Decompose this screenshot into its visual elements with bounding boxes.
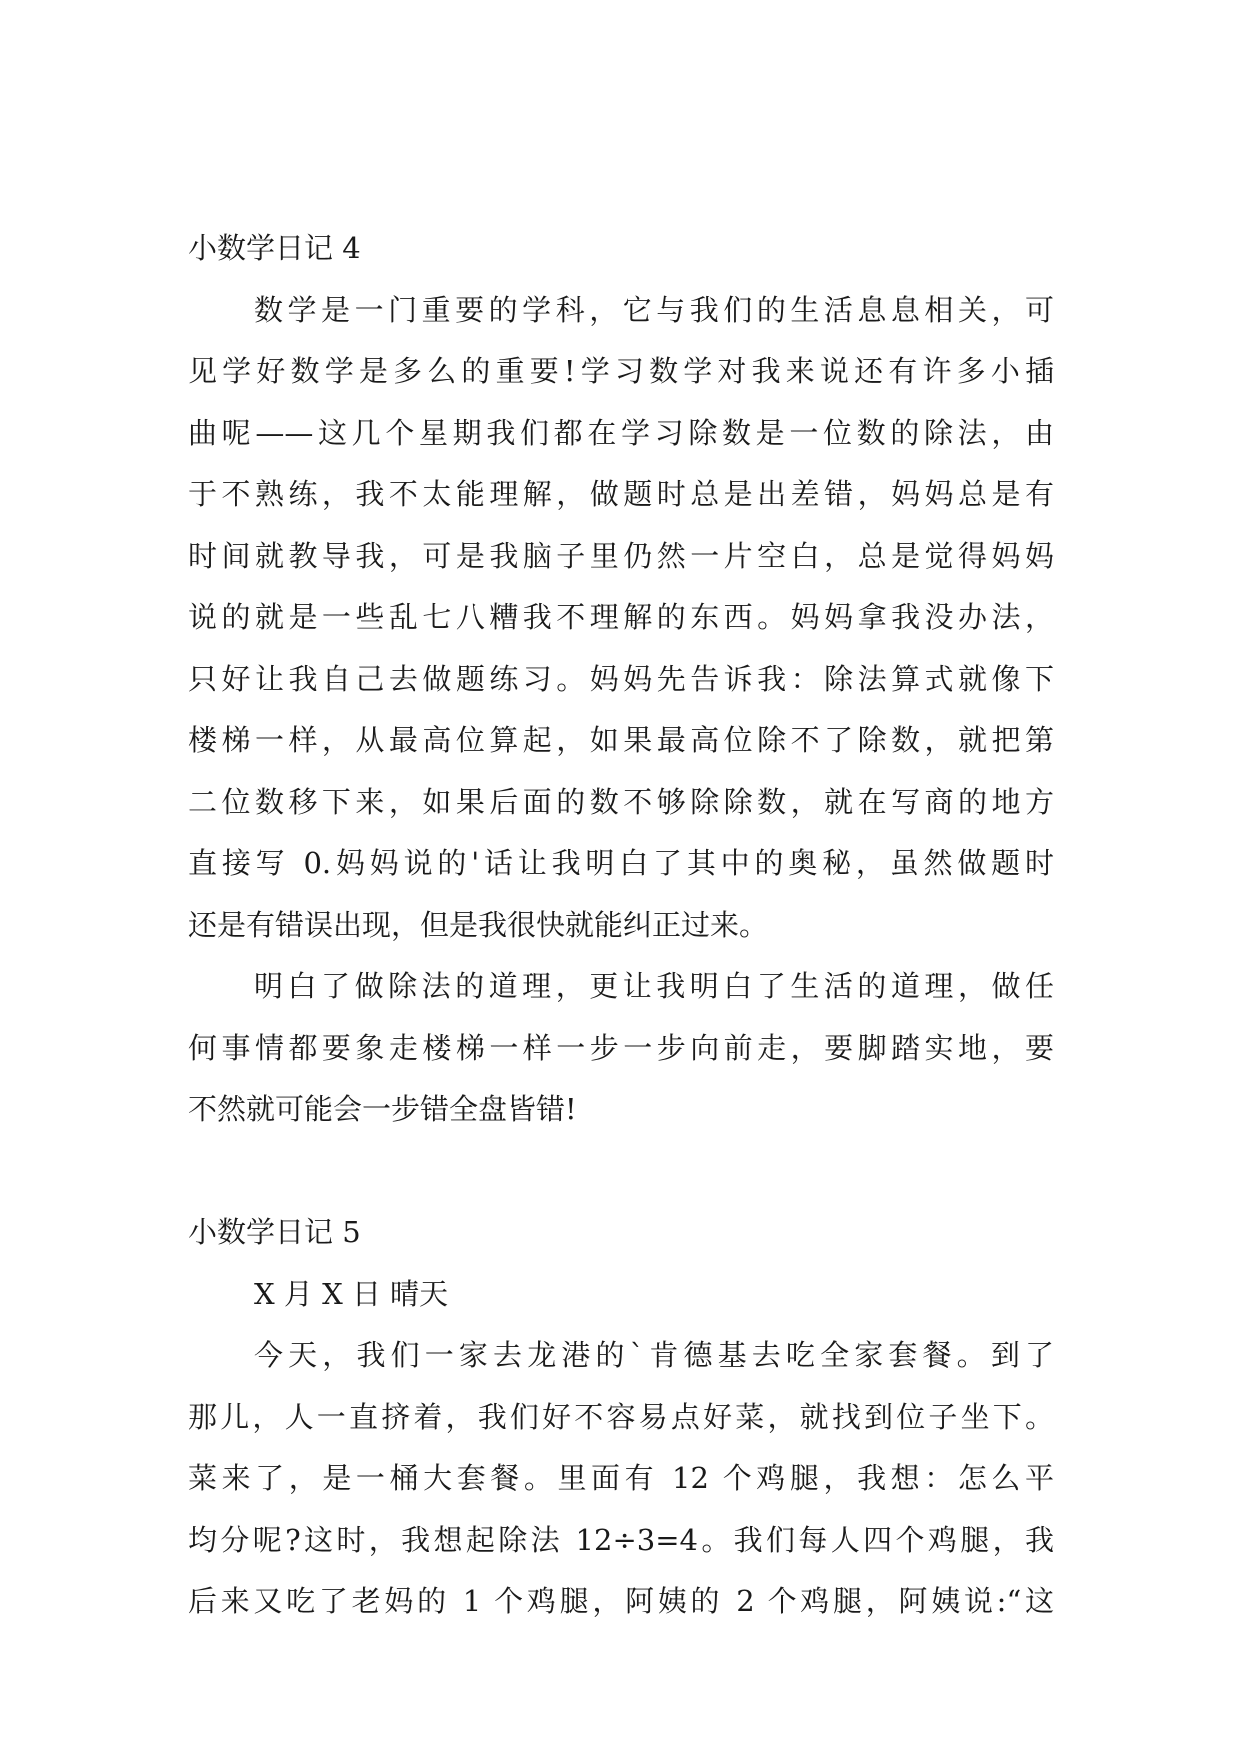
section-spacer bbox=[188, 1141, 1054, 1203]
paragraph-line: 数学是一门重要的学科，它与我们的生活息息相关，可 bbox=[254, 292, 1054, 327]
paragraph-line: 时间就教导我，可是我脑子里仍然一片空白，总是觉得妈妈 bbox=[188, 538, 1054, 573]
paragraph-line: 楼梯一样，从最高位算起，如果最高位除不了除数，就把第 bbox=[188, 723, 1054, 757]
paragraph-line: 直接写 0.妈妈说的'话让我明白了其中的奥秘，虽然做题时 bbox=[188, 846, 1054, 880]
section-title: 小数学日记 4 bbox=[188, 231, 361, 265]
date-line: X 月 X 日 晴天 bbox=[254, 1276, 449, 1311]
section-title: 小数学日记 5 bbox=[188, 1215, 361, 1249]
paragraph-line: 那儿，人一直挤着，我们好不容易点好菜，就找到位子坐下。 bbox=[188, 1399, 1054, 1434]
paragraph-line: 说的就是一些乱七八糟我不理解的东西。妈妈拿我没办法， bbox=[188, 600, 1054, 634]
paragraph-line: 何事情都要象走楼梯一样一步一步向前走，要脚踏实地，要 bbox=[188, 1030, 1054, 1065]
paragraph-line: 还是有错误出现，但是我很快就能纠正过来。 bbox=[188, 907, 769, 942]
paragraph-line: 只好让我自己去做题练习。妈妈先告诉我：除法算式就像下 bbox=[188, 661, 1054, 696]
paragraph-line: 于不熟练，我不太能理解，做题时总是出差错，妈妈总是有 bbox=[188, 477, 1054, 511]
paragraph-line: 今天，我们一家去龙港的`肯德基去吃全家套餐。到了 bbox=[254, 1338, 1054, 1372]
paragraph-line: 均分呢?这时，我想起除法 12÷3=4。我们每人四个鸡腿，我 bbox=[188, 1522, 1054, 1557]
paragraph-line: 见学好数学是多么的重要!学习数学对我来说还有许多小插 bbox=[188, 354, 1054, 388]
paragraph-line: 菜来了，是一桶大套餐。里面有 12 个鸡腿，我想：怎么平 bbox=[188, 1461, 1054, 1495]
paragraph-line: 明白了做除法的道理，更让我明白了生活的道理，做任 bbox=[254, 969, 1054, 1003]
paragraph-line: 不然就可能会一步错全盘皆错! bbox=[188, 1092, 577, 1126]
paragraph-line: 二位数移下来，如果后面的数不够除除数，就在写商的地方 bbox=[188, 784, 1054, 819]
paragraph-line: 曲呢——这几个星期我们都在学习除数是一位数的除法，由 bbox=[188, 415, 1054, 450]
paragraph-line: 后来又吃了老妈的 1 个鸡腿，阿姨的 2 个鸡腿，阿姨说:“这 bbox=[188, 1584, 1054, 1618]
document-body bbox=[188, 218, 1054, 1633]
